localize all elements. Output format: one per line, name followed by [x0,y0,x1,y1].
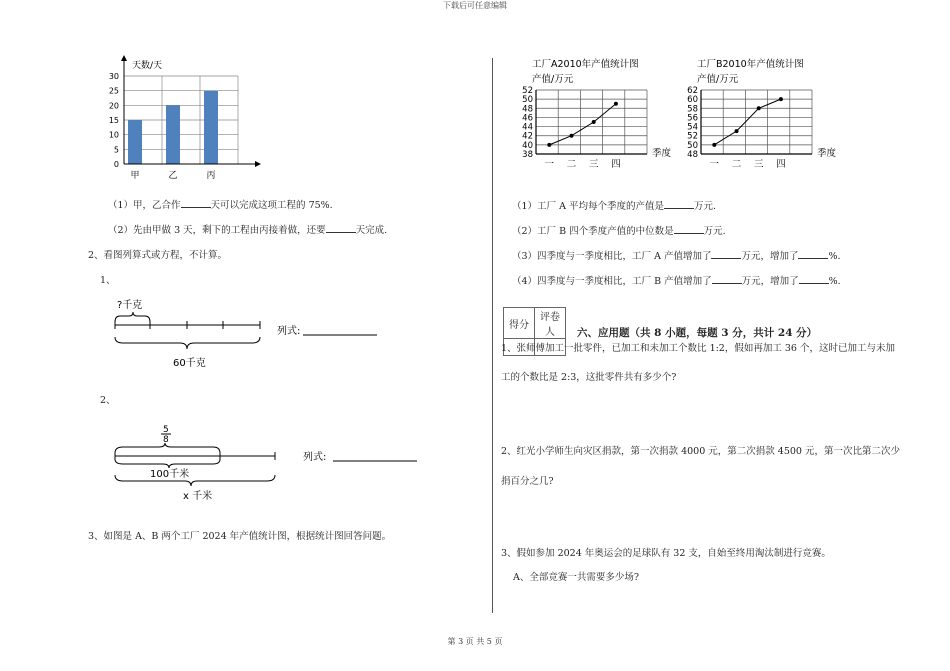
bar-chart-bars [128,91,218,164]
q1-2-blank[interactable] [326,223,356,233]
bar-ytick-label: 10 [108,130,119,140]
line-xtick-label: 四 [611,159,621,170]
line-ytick-label: 52 [522,86,533,96]
fig2-fraction-numerator: 5 [163,425,169,435]
qa3-blank-1[interactable] [711,249,741,259]
line-series [714,99,781,145]
qa3-text-b: 万元，增加了 [741,251,799,262]
line-point-1 [570,134,574,138]
line-ytick-label: 54 [687,122,698,133]
line-xtick-label: 二 [566,159,577,170]
problem-2-line-2: 捐百分之几? [501,476,554,487]
bar-ytick-label: 30 [108,72,119,81]
bar-x-arrow [255,161,261,167]
fig2-bottom-brace [115,475,275,486]
bar-xtick-label: 丙 [206,171,216,181]
q3-title: 3、如图是 A、B 两个工厂 2024 年产值统计图，根据统计图回答问题。 [88,531,392,542]
bar-chart-xlabels [130,170,215,181]
line-ytick-label: 52 [687,131,698,142]
line-xtick-label: 一 [709,159,720,170]
score-label: 得分 [504,308,535,339]
line-ytick-label: 48 [687,150,698,160]
qa4 [512,273,841,287]
line-ytick-label: 60 [687,95,698,106]
line-chart-a [522,58,671,170]
qa1-blank[interactable] [664,199,694,209]
line-point-0 [547,143,551,147]
qa3-blank-2[interactable] [798,249,828,259]
segment-diagram-1 [105,295,395,375]
line-xtick-label: 四 [776,159,786,170]
grader-label: 评卷人 [535,308,566,339]
fig1-top-label: ?千克 [117,300,143,311]
line-point-1 [735,129,739,133]
bar-ytick-label: 0 [113,160,119,169]
problem-3-line-2: A、全部竞赛一共需要多少场? [513,572,639,583]
line-ytick-label: 50 [522,95,533,106]
line-chart-xlabel: 季度 [652,148,672,159]
line-ytick-label: 48 [522,104,533,115]
qa1-text-b: 万元. [693,201,716,212]
line-ytick-label: 44 [522,122,533,133]
q1-2 [108,222,387,236]
qa2-text-b: 万元. [703,226,726,237]
bar-xtick-label: 乙 [168,171,178,181]
qa4-blank-1[interactable] [712,274,742,284]
header-note: 下载后可任意编辑 [443,1,507,10]
line-point-0 [712,143,716,147]
bar-y-arrow [121,55,127,61]
q2-title: 2、看图列算式或方程，不计算。 [88,250,228,261]
fig1-bottom-brace [115,337,260,349]
line-ytick-label: 50 [687,140,698,151]
bar-ytick-label: 25 [108,86,119,96]
bar-chart-ylabel: 天数/天 [132,61,163,71]
bar-chart [95,55,270,185]
line-point-3 [614,102,618,106]
line-ytick-label: 46 [522,113,533,124]
problem-3-line-1: 3、假如参加 2024 年奥运会的足球队有 32 支，自始至终用淘汰制进行竞赛。 [501,548,831,559]
line-point-3 [779,97,783,101]
bar-2 [204,91,218,164]
line-ytick-label: 38 [522,150,533,160]
problem-1-line-2: 工的个数比是 2:3，这批零件共有多少个? [501,372,677,383]
q1-2-text-a: （2）先由甲做 3 天，剩下的工程由丙接着做，还要 [108,225,326,236]
line-chart-title: 工厂B2010年产值统计图 [697,59,804,70]
q2-2-label: 2、 [100,395,116,406]
qa4-text-b: 万元，增加了 [741,276,799,287]
q1-1 [108,197,333,211]
line-ytick-label: 58 [687,104,698,115]
fig2-fraction-denominator: 8 [163,435,169,445]
line-point-2 [592,120,596,124]
qa4-blank-2[interactable] [799,274,829,284]
line-xtick-label: 三 [588,159,599,170]
fig1-formula-label: 列式: [277,326,301,337]
line-chart-xlabel: 季度 [817,148,837,159]
q1-2-text-b: 天完成. [355,225,388,236]
q1-1-text-a: （1）甲，乙合作 [108,200,181,211]
bar-0 [128,120,142,164]
line-ytick-label: 56 [687,113,698,124]
qa4-text-c: %. [828,276,841,287]
problem-2-line-1: 2、红光小学师生向灾区捐款，第一次捐款 4000 元，第二次捐款 4500 元，第一次比第二次少 [501,446,900,457]
q2-1-label: 1、 [100,275,116,286]
qa3-text-c: %. [828,251,841,262]
line-ytick-label: 42 [522,131,533,142]
line-point-2 [757,106,761,110]
line-xtick-label: 一 [544,159,555,170]
line-chart-ylabel: 产值/万元 [697,74,739,85]
line-series [549,104,616,145]
q1-1-text-b: 天可以完成这项工程的 75%. [210,200,333,211]
qa1 [512,198,716,212]
bar-ytick-label: 15 [108,116,119,125]
bar-1 [166,105,180,164]
fig1-bottom-label: 60千克 [173,358,206,369]
qa2 [512,223,726,237]
qa3-text-a: （3）四季度与一季度相比，工厂 A 产值增加了 [512,251,712,262]
qa2-blank[interactable] [674,224,704,234]
bar-ytick-label: 20 [108,101,119,111]
problem-1-line-1: 1、张师傅加工一批零件，已加工和未加工个数比 1:2，假如再加工 36 个，这时已加工与未加 [501,343,895,354]
page-footer: 第 3 页 共 5 页 [447,637,503,646]
line-chart-ylabel: 产值/万元 [532,74,574,85]
fig2-formula-label: 列式: [303,452,327,463]
q1-1-blank[interactable] [181,198,211,208]
bar-chart-yticks [109,72,119,169]
fig2-bottom-label: x 千米 [183,491,213,502]
column-divider [492,58,493,613]
bar-xtick-label: 甲 [130,171,140,181]
bar-ytick-label: 5 [113,145,119,155]
fig2-mid-label: 100千米 [150,469,190,480]
qa3 [512,248,841,262]
fig1-top-brace [115,312,150,322]
section-title: 六、应用题（共 8 小题，每题 3 分，共计 24 分） [577,327,818,339]
qa1-text-a: （1）工厂 A 平均每个季度的产值是 [512,201,664,212]
segment-diagram-2 [105,423,425,503]
qa4-text-a: （4）四季度与一季度相比，工厂 B 产值增加了 [512,276,712,287]
fig2-mid-brace [115,459,220,468]
line-ytick-label: 40 [522,140,533,151]
line-xtick-label: 二 [731,159,742,170]
line-chart-b [687,58,836,170]
line-chart-title: 工厂A2010年产值统计图 [532,59,639,70]
line-ytick-label: 62 [687,86,698,96]
line-xtick-label: 三 [753,159,764,170]
line-charts [510,54,840,174]
qa2-text-a: （2）工厂 B 四个季度产值的中位数是 [512,226,674,237]
